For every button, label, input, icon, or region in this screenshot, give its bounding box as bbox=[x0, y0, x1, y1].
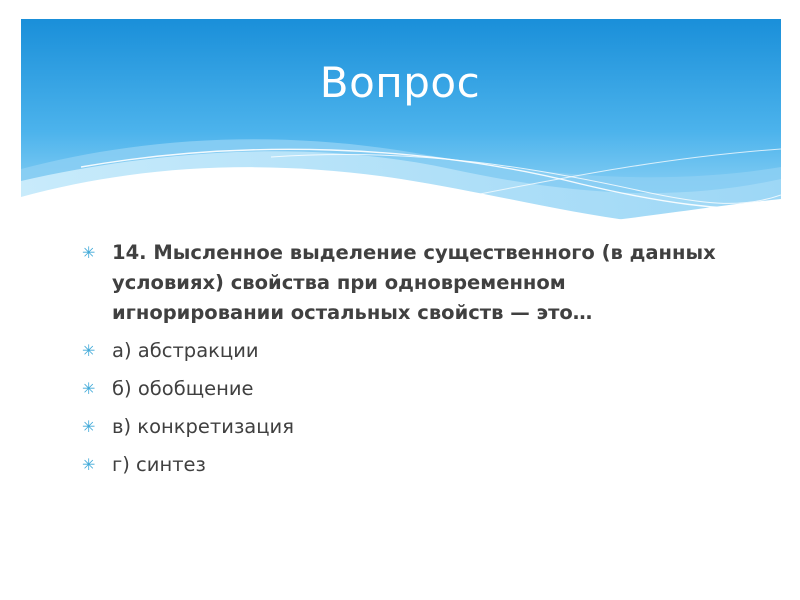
asterisk-icon: ✳ bbox=[82, 455, 96, 474]
slide-title: Вопрос bbox=[319, 58, 481, 107]
asterisk-icon: ✳ bbox=[82, 243, 96, 262]
answer-option-d bbox=[82, 450, 722, 480]
slide-content bbox=[82, 238, 722, 488]
bullet-list bbox=[82, 238, 722, 480]
asterisk-icon: ✳ bbox=[82, 417, 96, 436]
answer-option-c bbox=[82, 412, 722, 442]
header-banner bbox=[21, 19, 781, 224]
question-item bbox=[82, 238, 722, 328]
answer-text: в) конкретизация bbox=[112, 415, 294, 438]
answer-text: г) синтез bbox=[112, 453, 206, 476]
wave-background bbox=[21, 19, 781, 224]
answer-option-b bbox=[82, 374, 722, 404]
asterisk-icon: ✳ bbox=[82, 379, 96, 398]
answer-option-a bbox=[82, 336, 722, 366]
answer-text: б) обобщение bbox=[112, 377, 254, 400]
asterisk-icon: ✳ bbox=[82, 341, 96, 360]
answer-text: а) абстракции bbox=[112, 339, 259, 362]
question-text: 14. Мысленное выделение существенного (в данных условиях) свойства при одновременном игнорировании остальных свойств — это… bbox=[112, 241, 716, 324]
